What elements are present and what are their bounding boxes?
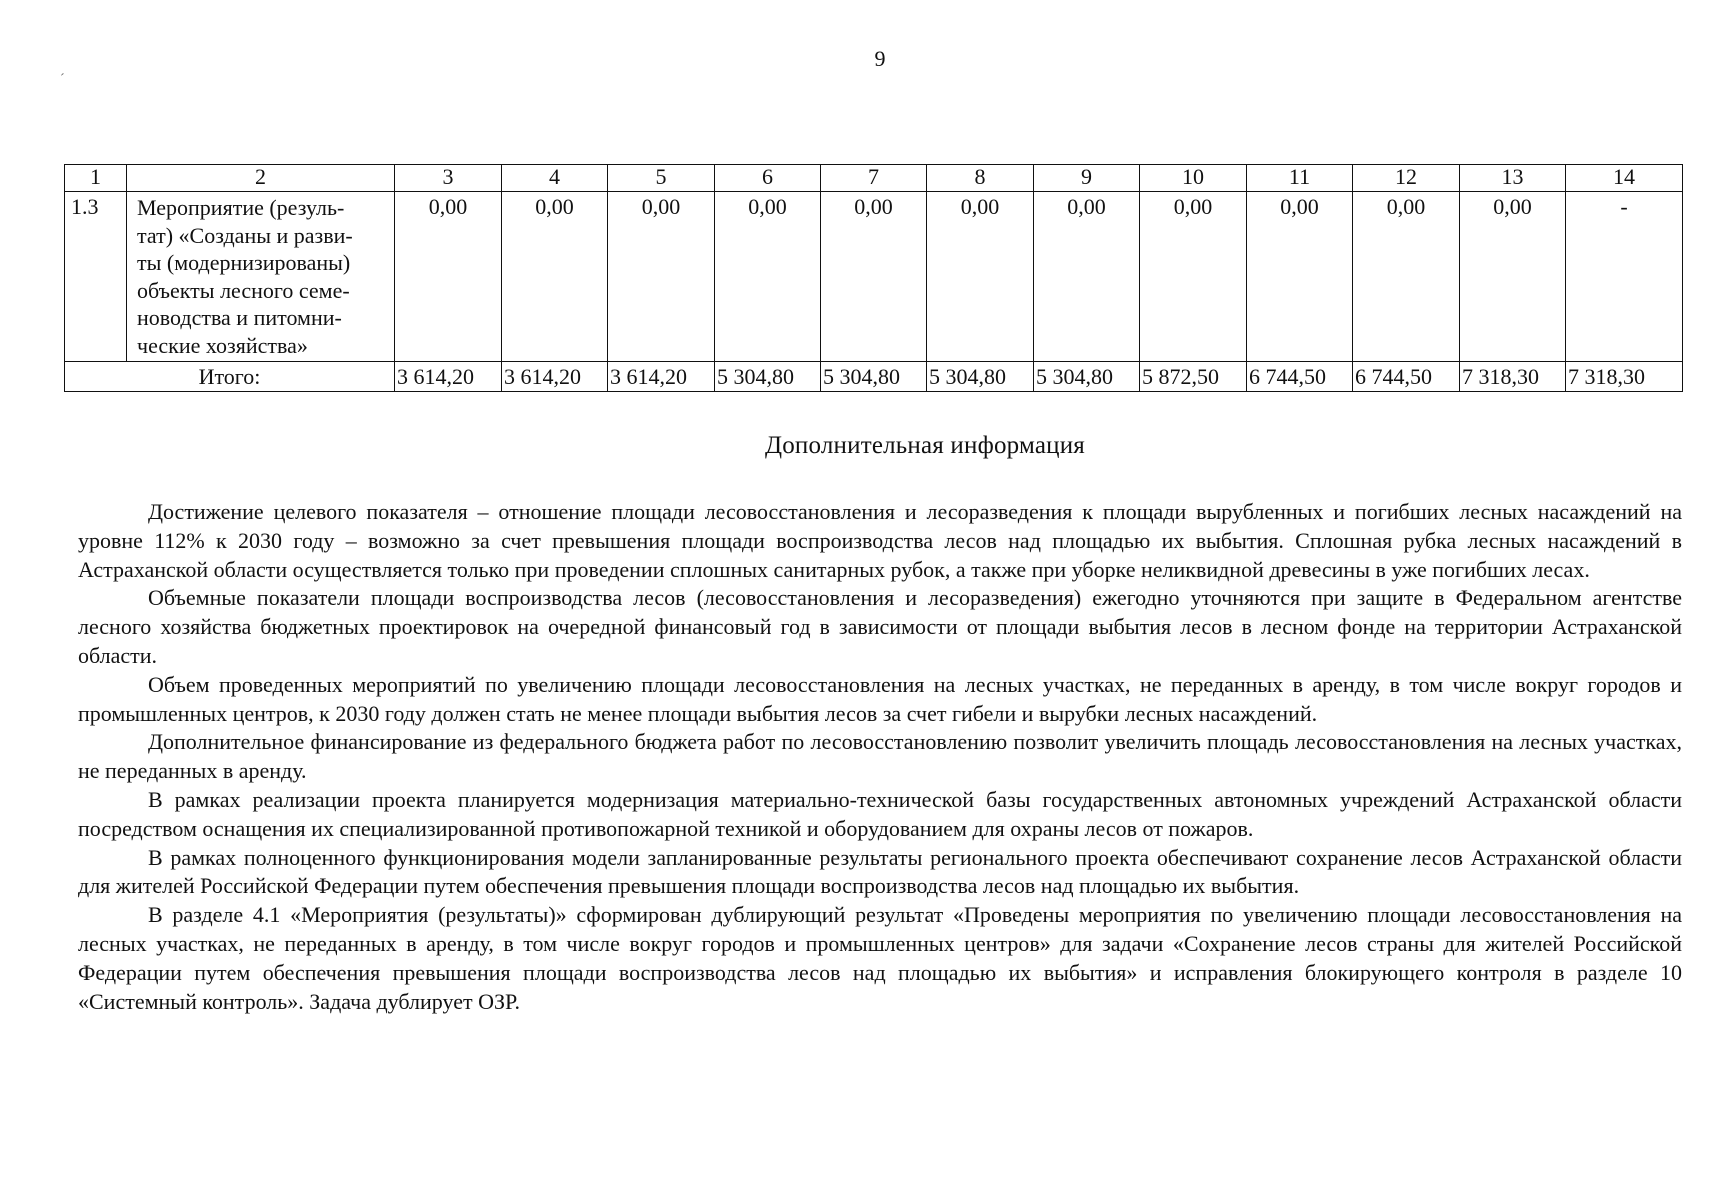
value-cell: 0,00 bbox=[1140, 192, 1247, 362]
section-title: Дополнительная информация bbox=[764, 432, 1086, 459]
value-cell: 0,00 bbox=[927, 192, 1034, 362]
total-row bbox=[65, 362, 1683, 392]
total-value-cell: 3 614,20 bbox=[395, 362, 502, 392]
row-description-cell bbox=[127, 192, 395, 362]
paragraph: В разделе 4.1 «Мероприятия (результаты)» сформирован дублирующий результат «Проведены мероприятия по увеличению площади лесовосстановления на лесных участках, не переданных в аренду, в том числе вокруг городов и промышленных центров» для задачи «Сохранение лесов страны для жителей Российской Федерации путем обеспечения превышения площади воспроизводства лесов над площадью их выбытия» и исправления блокирующего контроля в разделе 10 «Системный контроль». Задача дублирует ОЗР. bbox=[78, 902, 1682, 1014]
value-cell: 0,00 bbox=[821, 192, 927, 362]
total-value-cell: 7 318,30 bbox=[1460, 362, 1566, 392]
page-number: 9 bbox=[874, 46, 886, 71]
paragraph: В рамках полноценного функционирования модели запланированные результаты регионального проекта обеспечивают сохранение лесов Астраханской области для жителей Российской Федерации путем обеспечения превышения площади воспроизводства лесов над площадью их выбытия. bbox=[78, 844, 1682, 899]
column-number-cell: 7 bbox=[821, 165, 927, 192]
paragraph: Объем проведенных мероприятий по увеличению площади лесовосстановления на лесных участках, не переданных в аренду, в том числе вокруг городов и промышленных центров, к 2030 году должен стать не менее площади выбытия лесов за счет гибели и вырубки лесных насаждений. bbox=[78, 671, 1682, 726]
value-cell: 0,00 bbox=[1247, 192, 1353, 362]
column-number-cell: 11 bbox=[1247, 165, 1353, 192]
column-number-cell: 9 bbox=[1034, 165, 1140, 192]
value-cell: 0,00 bbox=[1353, 192, 1460, 362]
funding-table-container bbox=[64, 164, 1682, 392]
total-value-cell: 5 304,80 bbox=[1034, 362, 1140, 392]
total-value-cell: 5 304,80 bbox=[927, 362, 1034, 392]
total-value-cell: 5 872,50 bbox=[1140, 362, 1247, 392]
paragraph: Дополнительное финансирование из федерального бюджета работ по лесовосстановлению позволит увеличить площадь лесовосстановления на лесных участках, не переданных в аренду. bbox=[78, 729, 1682, 784]
column-number-cell: 8 bbox=[927, 165, 1034, 192]
column-number-cell: 3 bbox=[395, 165, 502, 192]
total-value-cell: 7 318,30 bbox=[1566, 362, 1683, 392]
scan-speck: ´ bbox=[60, 72, 65, 87]
column-number-cell: 14 bbox=[1566, 165, 1683, 192]
total-value-cell: 6 744,50 bbox=[1247, 362, 1353, 392]
value-cell: 0,00 bbox=[502, 192, 608, 362]
row-index-cell: 1.3 bbox=[65, 192, 127, 362]
total-value-cell: 5 304,80 bbox=[715, 362, 821, 392]
value-cell: 0,00 bbox=[395, 192, 502, 362]
total-value-cell: 5 304,80 bbox=[821, 362, 927, 392]
paragraph: Объемные показатели площади воспроизводства лесов (лесовосстановления и лесоразведения) ежегодно уточняются при защите в Федеральном агентстве лесного хозяйства бюджетных проектировок на очередной финансовый год в зависимости от площади выбытия лесов в лесном фонде на территории Астраханской области. bbox=[78, 585, 1682, 668]
description-line: объекты лесного семе- bbox=[137, 277, 350, 303]
column-number-cell: 4 bbox=[502, 165, 608, 192]
column-number-cell: 12 bbox=[1353, 165, 1460, 192]
column-number-cell: 5 bbox=[608, 165, 715, 192]
column-number-cell: 13 bbox=[1460, 165, 1566, 192]
total-label: Итого: bbox=[65, 362, 395, 392]
value-cell: - bbox=[1566, 192, 1683, 362]
section-body bbox=[78, 498, 1682, 1016]
column-number-cell: 2 bbox=[127, 165, 395, 192]
description-line: новодства и питомни- bbox=[137, 305, 342, 330]
funding-table bbox=[64, 164, 1683, 392]
value-cell: 0,00 bbox=[608, 192, 715, 362]
paragraph: Достижение целевого показателя – отношение площади лесовосстановления и лесоразведения к площади вырубленных и погибших лесных насаждений на уровне 112% к 2030 году – возможно за счет превышения площади воспроизводства лесов над площадью их выбытия. Сплошная рубка лесных насаждений в Астраханской области осуществляется только при проведении сплошных санитарных рубок, а также при уборке неликвидной древесины в уже погибших лесах. bbox=[78, 499, 1682, 582]
total-value-cell: 3 614,20 bbox=[502, 362, 608, 392]
column-number-row bbox=[65, 165, 1683, 192]
description-line: ческие хозяйства» bbox=[137, 332, 308, 358]
column-number-cell: 6 bbox=[715, 165, 821, 192]
total-value-cell: 3 614,20 bbox=[608, 362, 715, 392]
value-cell: 0,00 bbox=[1460, 192, 1566, 362]
paragraph: В рамках реализации проекта планируется модернизация материально-технической базы государственных автономных учреждений Астраханской области посредством оснащения их специализированной противопожарной техникой и оборудованием для охраны лесов от пожаров. bbox=[78, 786, 1682, 841]
value-cell: 0,00 bbox=[1034, 192, 1140, 362]
description-line: ты (модернизированы) bbox=[137, 250, 351, 275]
table-row bbox=[65, 192, 1683, 362]
description-line: тат) «Созданы и разви- bbox=[137, 222, 353, 248]
column-number-cell: 1 bbox=[65, 165, 127, 192]
column-number-cell: 10 bbox=[1140, 165, 1247, 192]
total-value-cell: 6 744,50 bbox=[1353, 362, 1460, 392]
value-cell: 0,00 bbox=[715, 192, 821, 362]
description-line: Мероприятие (резуль- bbox=[137, 195, 345, 220]
